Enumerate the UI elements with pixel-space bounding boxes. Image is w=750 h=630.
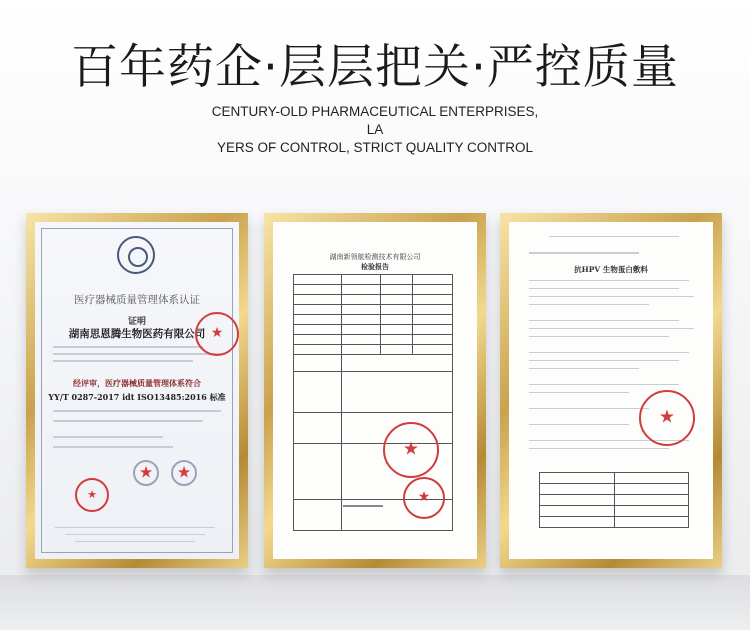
- cert-heading: 证明: [127, 317, 146, 327]
- report-seal: [403, 477, 445, 519]
- accreditation-mark-icon: [171, 460, 197, 486]
- subtitle-line-1: CENTURY-OLD PHARMACEUTICAL ENTERPRISES, LA: [211, 104, 539, 137]
- test-report: [273, 222, 477, 559]
- cert-company: 湖南思恩腾生物医药有限公司: [68, 328, 206, 340]
- certificate-frame-product: [500, 213, 722, 568]
- cert-title: 医疗器械质量管理体系认证: [74, 294, 200, 306]
- signature: [343, 505, 383, 507]
- report-org: 湖南新领航检测技术有限公司: [329, 253, 421, 261]
- qms-certificate: [35, 222, 239, 559]
- certification-emblem-icon: [117, 236, 155, 274]
- display-shelf: [0, 575, 750, 630]
- report-title: 检验报告: [361, 262, 389, 271]
- report-seal: [383, 422, 439, 478]
- cert-standard-label: 经评审，医疗器械质量管理体系符合: [73, 378, 201, 388]
- certificate-frame-qms: [26, 213, 248, 568]
- product-table: [539, 472, 689, 528]
- product-seal: [639, 390, 695, 446]
- page-subtitle: [205, 103, 545, 157]
- subtitle-line-2: YERS OF CONTROL, STRICT QUALITY CONTROL: [216, 140, 534, 155]
- product-name: 抗HPV 生物蛋白敷料: [574, 265, 648, 274]
- page-headline: 百年药企·层层把关·严控质量: [71, 40, 679, 95]
- product-report: [509, 222, 713, 559]
- company-seal: [195, 312, 239, 356]
- accreditation-mark-icon: [133, 460, 159, 486]
- certificate-frame-report: [264, 213, 486, 568]
- cert-standard: YY/T 0287-2017 idt ISO13485:2016 标准: [48, 392, 226, 402]
- cert-seal: [75, 478, 109, 512]
